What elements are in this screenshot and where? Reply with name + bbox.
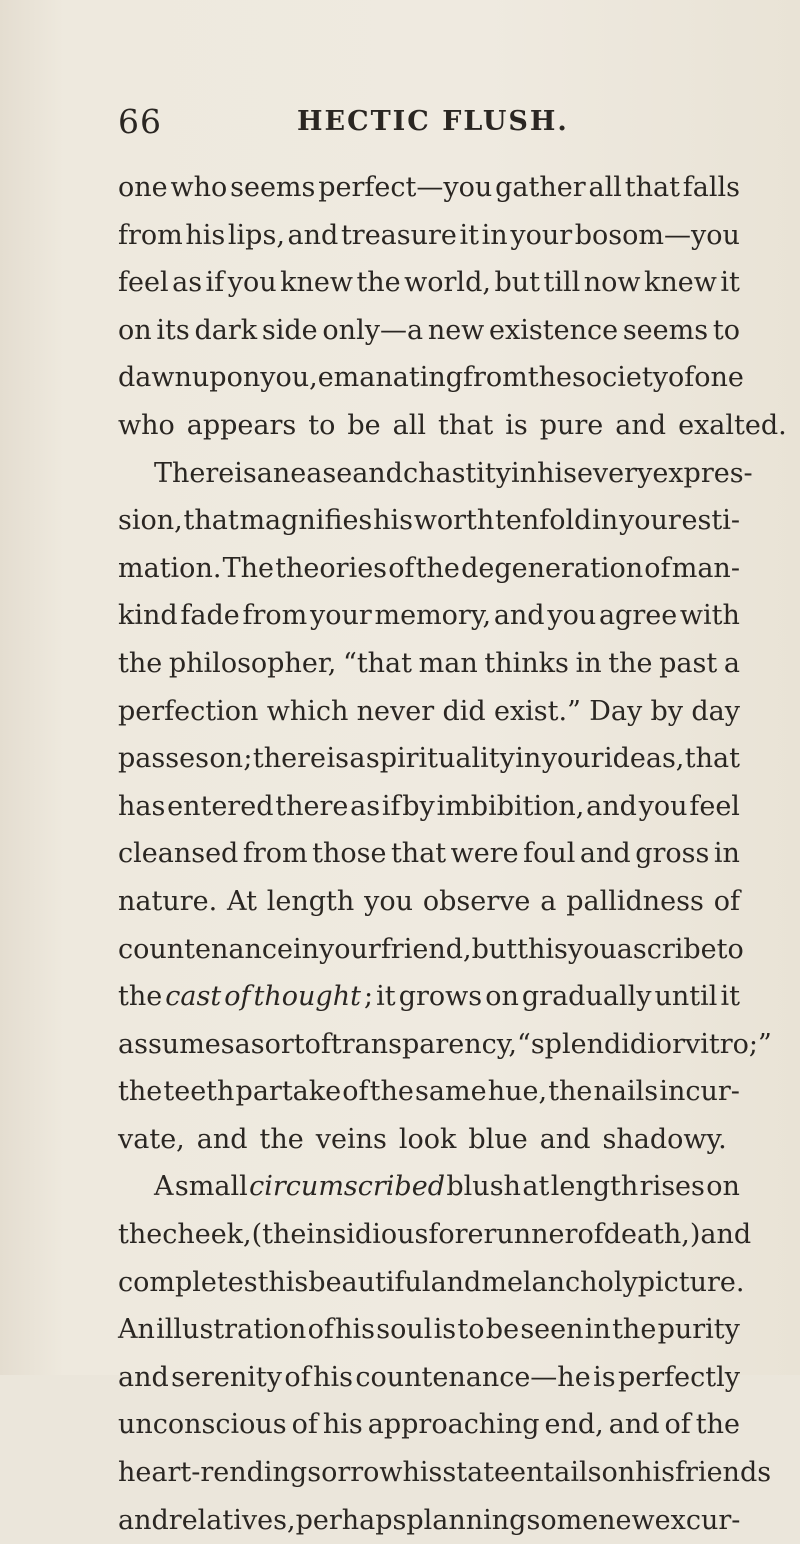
text-line (118, 783, 740, 831)
word: his (335, 1314, 375, 1346)
word: grows (398, 981, 483, 1013)
word: it (720, 981, 740, 1013)
word: your (309, 600, 372, 632)
word: has (118, 790, 166, 822)
word: you, (260, 362, 318, 394)
word: vitro (684, 1028, 749, 1060)
word: till (543, 267, 581, 299)
word: state (442, 1457, 511, 1489)
text-line (118, 259, 740, 307)
word: length (550, 1171, 639, 1203)
word: of (224, 981, 251, 1013)
word: one (694, 362, 744, 394)
word: gradually (521, 981, 652, 1013)
word: on (485, 981, 519, 1013)
word: exalted. (678, 409, 787, 441)
word: and (493, 600, 545, 632)
word: vate, (118, 1123, 185, 1155)
word: a (540, 885, 557, 917)
word: end, (544, 1409, 604, 1441)
text-line (118, 1021, 772, 1069)
page-header (118, 102, 728, 142)
word: that (183, 505, 239, 537)
word: your (618, 505, 681, 537)
word: feel (118, 267, 169, 299)
text-line (118, 878, 740, 926)
text-line (118, 1068, 740, 1116)
word: and (352, 457, 403, 489)
word: be (485, 1314, 520, 1346)
word: kind (118, 600, 178, 632)
word: day (691, 695, 740, 727)
word: man- (671, 552, 740, 584)
word: and (539, 1123, 591, 1155)
word: A (154, 1171, 174, 1203)
word: blush (446, 1171, 521, 1203)
word: emanating (317, 362, 464, 394)
word: insidious (306, 1219, 429, 1251)
word: “ (517, 1028, 531, 1060)
word: as (172, 267, 203, 299)
word: of (291, 1409, 318, 1441)
word: observe (422, 885, 531, 917)
word: blue (468, 1123, 528, 1155)
word: did (442, 695, 486, 727)
word: and (118, 1504, 169, 1536)
word: sort (250, 1028, 305, 1060)
word: perfectly (617, 1361, 740, 1393)
word: there (275, 790, 349, 822)
word: that (684, 743, 740, 775)
word: sion, (118, 505, 183, 537)
word: transparency, (330, 1028, 518, 1060)
word: an (256, 457, 291, 489)
word: perfection (118, 695, 259, 727)
word: same (415, 1076, 487, 1108)
word: purity (657, 1314, 740, 1346)
word: the (118, 1219, 163, 1251)
word: cleansed (118, 838, 239, 870)
word: side (261, 314, 318, 346)
word: existence (489, 314, 619, 346)
word: soul (376, 1314, 433, 1346)
word: it (459, 219, 480, 251)
word: you (638, 790, 688, 822)
word: ;” (748, 1028, 772, 1060)
word: some (526, 1504, 599, 1536)
word: his (313, 1361, 353, 1393)
word: every (576, 457, 653, 489)
word: of (342, 1076, 369, 1108)
word: now (583, 267, 641, 299)
word: in (481, 219, 508, 251)
word: be (347, 409, 381, 441)
word: the (356, 267, 401, 299)
word: and (615, 409, 667, 441)
word: exist.” (493, 695, 581, 727)
word: excur- (654, 1504, 741, 1536)
word: all (392, 409, 427, 441)
word: from (242, 600, 308, 632)
word: were (450, 838, 519, 870)
word: the (118, 1076, 163, 1108)
word: who (170, 172, 228, 203)
text-line (118, 1163, 740, 1211)
text-line (118, 1116, 740, 1164)
word: it (376, 981, 396, 1013)
word: thought (253, 981, 361, 1013)
word: illustration (156, 1314, 307, 1346)
word: and (287, 219, 339, 251)
word: knew (644, 267, 717, 299)
word: and (430, 1266, 482, 1298)
word: is (433, 1314, 457, 1346)
word: in (292, 933, 319, 965)
body-text (118, 164, 787, 1544)
word: the (259, 1123, 304, 1155)
word: teeth (163, 1076, 235, 1108)
word: there (252, 743, 327, 775)
word: length (266, 885, 355, 917)
word: tenfold (495, 505, 592, 537)
word: your (319, 933, 381, 965)
word: worth (413, 505, 495, 537)
word: and (196, 1123, 248, 1155)
word: seems (230, 172, 316, 203)
word: beautiful (308, 1266, 431, 1298)
word: ascribe (616, 933, 717, 965)
word: shadowy. (602, 1123, 727, 1155)
word: never (356, 695, 435, 727)
word: society (572, 362, 668, 394)
text-line (118, 1354, 740, 1402)
word: upon (191, 362, 261, 394)
word: heart-rending (118, 1457, 308, 1489)
word: countenance—he (355, 1361, 591, 1393)
word: passes (118, 743, 209, 775)
word: thinks (484, 647, 569, 679)
word: friend, (380, 933, 472, 965)
word: appears (186, 409, 297, 441)
word: fade (180, 600, 240, 632)
text-line (118, 497, 740, 545)
word: is (326, 743, 349, 775)
word: splendidior (530, 1028, 685, 1060)
word: forerunner (428, 1219, 578, 1251)
word: An (118, 1314, 155, 1346)
word: At (227, 885, 257, 917)
word: a (349, 743, 366, 775)
word: in (515, 743, 542, 775)
text-line (118, 212, 740, 260)
word: of (284, 1361, 311, 1393)
word: you (547, 600, 597, 632)
word: that (390, 838, 447, 870)
word: until (654, 981, 718, 1013)
text-line (118, 402, 787, 450)
word: with (679, 600, 740, 632)
word: agree (598, 600, 678, 632)
word: his (185, 219, 226, 251)
word: hue, (487, 1076, 548, 1108)
word: entails (510, 1457, 602, 1489)
word: perfect—you (318, 172, 493, 203)
word: you (227, 267, 277, 299)
word: and (579, 838, 631, 870)
word: the (548, 1076, 593, 1108)
word: friends (675, 1457, 772, 1489)
word: the (612, 1314, 657, 1346)
word: of (664, 1409, 691, 1441)
word: from (242, 838, 308, 870)
word: it (720, 267, 740, 299)
word: spirituality (365, 743, 515, 775)
word: relatives, (168, 1504, 296, 1536)
word: the (695, 1409, 740, 1441)
text-line (118, 640, 740, 688)
word: partake (235, 1076, 342, 1108)
word: the (415, 552, 460, 584)
word: esti- (681, 505, 740, 537)
word: past (659, 647, 718, 679)
text-line (118, 1211, 752, 1259)
word: from (463, 362, 528, 394)
word: that (624, 172, 680, 203)
word: the (527, 362, 573, 394)
word: his (537, 457, 577, 489)
word: his (635, 1457, 676, 1489)
word: if (381, 790, 401, 822)
word: incur- (659, 1076, 740, 1108)
word: sorrow (307, 1457, 403, 1489)
text-line (118, 1401, 740, 1449)
word: by (650, 695, 684, 727)
word: of (304, 1028, 331, 1060)
word: Day (589, 695, 643, 727)
word: his (402, 1457, 443, 1489)
word: on (601, 1457, 636, 1489)
word: bosom—you (574, 219, 740, 251)
word: a (723, 647, 740, 679)
word: imbibition, (436, 790, 585, 822)
word: nature. (118, 885, 218, 917)
word: veins (315, 1123, 387, 1155)
word: completes (118, 1266, 258, 1298)
word: of (713, 885, 740, 917)
word: of (667, 362, 695, 394)
word: unconscious (118, 1409, 287, 1441)
text-line (118, 450, 753, 498)
word: cast (165, 981, 222, 1013)
word: ; (243, 743, 253, 775)
word: ease (290, 457, 353, 489)
word: who (118, 409, 175, 441)
word: dark (194, 314, 258, 346)
word: man (418, 647, 478, 679)
word: and (608, 1409, 660, 1441)
word: cheek, (162, 1219, 252, 1251)
word: philosopher, (168, 647, 337, 679)
word: this (517, 933, 568, 965)
word: of (577, 1219, 604, 1251)
text-line (118, 1497, 740, 1544)
word: circumscribed (249, 1171, 445, 1203)
word: world, (404, 267, 491, 299)
word: look (398, 1123, 457, 1155)
text-line (118, 164, 740, 212)
text-line (118, 926, 744, 974)
word: death,) (603, 1219, 701, 1251)
word: gather (495, 172, 586, 203)
word: theories (275, 552, 388, 584)
word: rises (639, 1171, 705, 1203)
text-line (118, 1259, 745, 1307)
word: (the (251, 1219, 307, 1251)
word: small (174, 1171, 248, 1203)
text-line (118, 1306, 740, 1354)
word: of (307, 1314, 334, 1346)
word: expres- (652, 457, 753, 489)
word: its (156, 314, 190, 346)
word: lips, (227, 219, 285, 251)
word: if (205, 267, 225, 299)
word: a (234, 1028, 251, 1060)
word: assumes (118, 1028, 235, 1060)
word: in (713, 838, 740, 870)
word: foul (523, 838, 576, 870)
word: by (402, 790, 435, 822)
word: dawn (118, 362, 192, 394)
word: There (154, 457, 235, 489)
word: on (706, 1171, 740, 1203)
word: the (118, 647, 163, 679)
word: serenity (171, 1361, 283, 1393)
word: those (312, 838, 387, 870)
word: his (322, 1409, 363, 1441)
word: to (716, 933, 744, 965)
word: entered (167, 790, 274, 822)
word: new (598, 1504, 655, 1536)
word: ideas, (603, 743, 685, 775)
word: on (118, 314, 152, 346)
word: that (438, 409, 494, 441)
word: feel (689, 790, 740, 822)
text-line (118, 735, 740, 783)
word: treasure (340, 219, 457, 251)
word: your (541, 743, 604, 775)
word: melancholy (481, 1266, 638, 1298)
word: as (350, 790, 381, 822)
word: in (584, 1314, 611, 1346)
word: approaching (367, 1409, 540, 1441)
text-line (118, 830, 740, 878)
word: at (522, 1171, 550, 1203)
word: you (567, 933, 617, 965)
running-title: HECTIC FLUSH. (297, 106, 569, 137)
word: your (510, 219, 573, 251)
word: only—a (322, 314, 424, 346)
word: in (575, 647, 602, 679)
word: pallidness (566, 885, 704, 917)
page-number: 66 (118, 102, 162, 141)
word: magnifies (239, 505, 373, 537)
word: seems (622, 314, 709, 346)
word: on (209, 743, 243, 775)
text-line (118, 307, 740, 355)
word: falls (682, 172, 740, 203)
word: of (644, 552, 671, 584)
word: planning (406, 1504, 527, 1536)
word: of (388, 552, 415, 584)
word: mation. (118, 552, 222, 584)
word: from (118, 219, 183, 251)
word: but (494, 267, 540, 299)
word: the (608, 647, 653, 679)
word: to (712, 314, 740, 346)
word: you (364, 885, 414, 917)
word: to (457, 1314, 485, 1346)
text-line (118, 688, 740, 736)
word: pure (539, 409, 604, 441)
word: and (700, 1219, 752, 1251)
word: new (427, 314, 485, 346)
word: The (222, 552, 274, 584)
word: seen (520, 1314, 584, 1346)
word: “that (343, 647, 413, 679)
word: is (593, 1361, 616, 1393)
word: is (234, 457, 257, 489)
word: this (257, 1266, 309, 1298)
word: but (471, 933, 518, 965)
word: picture. (637, 1266, 745, 1298)
word: memory, (374, 600, 492, 632)
word: all (588, 172, 622, 203)
word: perhaps (295, 1504, 407, 1536)
word: his (373, 505, 413, 537)
word: chastity (402, 457, 512, 489)
word: the (369, 1076, 414, 1108)
word: in (592, 505, 619, 537)
text-line (118, 354, 744, 402)
word: to (308, 409, 336, 441)
word: degeneration (461, 552, 644, 584)
word: and (118, 1361, 169, 1393)
text-line (118, 545, 740, 593)
word: is (505, 409, 528, 441)
word: knew (280, 267, 353, 299)
word: one (118, 172, 168, 203)
word: the (118, 981, 163, 1013)
text-line (118, 973, 740, 1021)
word: nails (593, 1076, 659, 1108)
word: in (511, 457, 538, 489)
word: ; (364, 981, 374, 1013)
word: and (586, 790, 637, 822)
word: countenance (118, 933, 293, 965)
word: gross (635, 838, 710, 870)
text-line (118, 592, 740, 640)
text-line (118, 1449, 772, 1497)
word: which (266, 695, 349, 727)
